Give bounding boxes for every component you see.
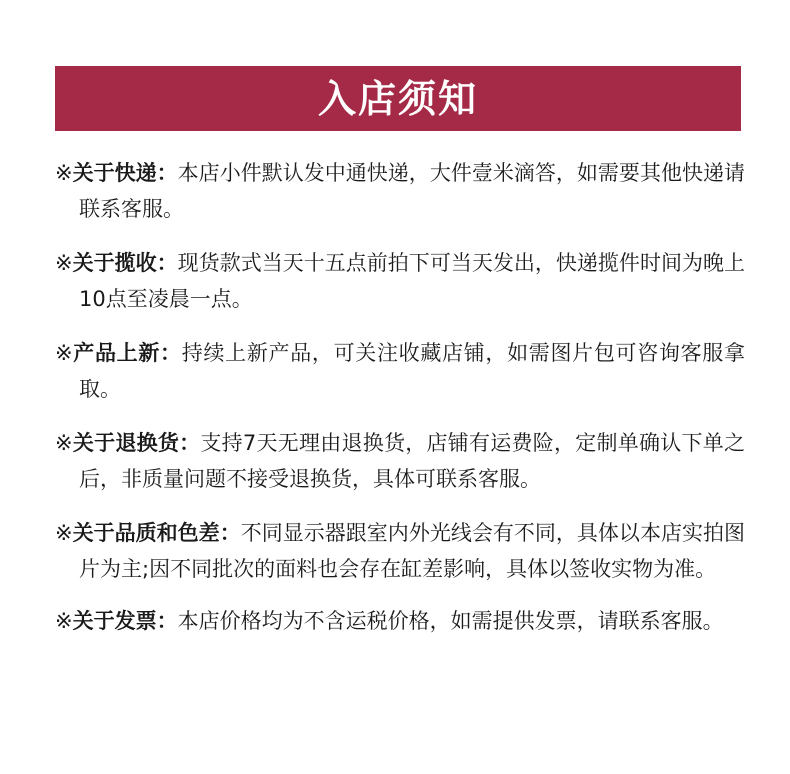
reference-mark-icon: ※	[55, 251, 73, 275]
notice-label: 关于品质和色差：	[72, 521, 241, 545]
reference-mark-icon: ※	[55, 609, 73, 633]
notice-shipping	[55, 155, 745, 227]
notice-text: 持续上新产品，可关注收藏店铺，如需图片包可咨询客服拿取。	[79, 341, 745, 401]
notice-label: 关于快递：	[72, 161, 178, 185]
banner-title: 入店须知	[317, 76, 478, 121]
reference-mark-icon: ※	[55, 521, 73, 545]
notice-invoice	[55, 603, 745, 639]
notice-label: 关于退换货：	[72, 431, 201, 455]
notice-returns	[55, 425, 745, 497]
notice-list	[55, 155, 745, 657]
notice-text: 现货款式当天十五点前拍下可当天发出，快递揽件时间为晚上10点至凌晨一点。	[79, 251, 745, 311]
notice-label: 产品上新：	[73, 341, 182, 365]
reference-mark-icon: ※	[55, 431, 73, 455]
notice-quality	[55, 515, 745, 587]
notice-text: 支持7天无理由退换货，店铺有运费险，定制单确认下单之后，非质量问题不接受退换货，具体可联系客服。	[79, 431, 746, 491]
notice-text: 不同显示器跟室内外光线会有不同，具体以本店实拍图片为主;因不同批次的面料也会存在缸差影响，具体以签收实物为准。	[79, 521, 745, 581]
notice-pickup	[55, 245, 745, 317]
notice-new-products	[55, 335, 745, 407]
reference-mark-icon: ※	[55, 341, 74, 365]
notice-text: 本店价格均为不含运税价格，如需提供发票，请联系客服。	[177, 609, 724, 633]
notice-label: 关于揽收：	[72, 251, 178, 275]
reference-mark-icon: ※	[55, 161, 73, 185]
notice-text: 本店小件默认发中通快递，大件壹米滴答，如需要其他快递请联系客服。	[79, 161, 745, 221]
title-banner	[55, 66, 741, 131]
notice-label: 关于发票：	[72, 609, 178, 633]
